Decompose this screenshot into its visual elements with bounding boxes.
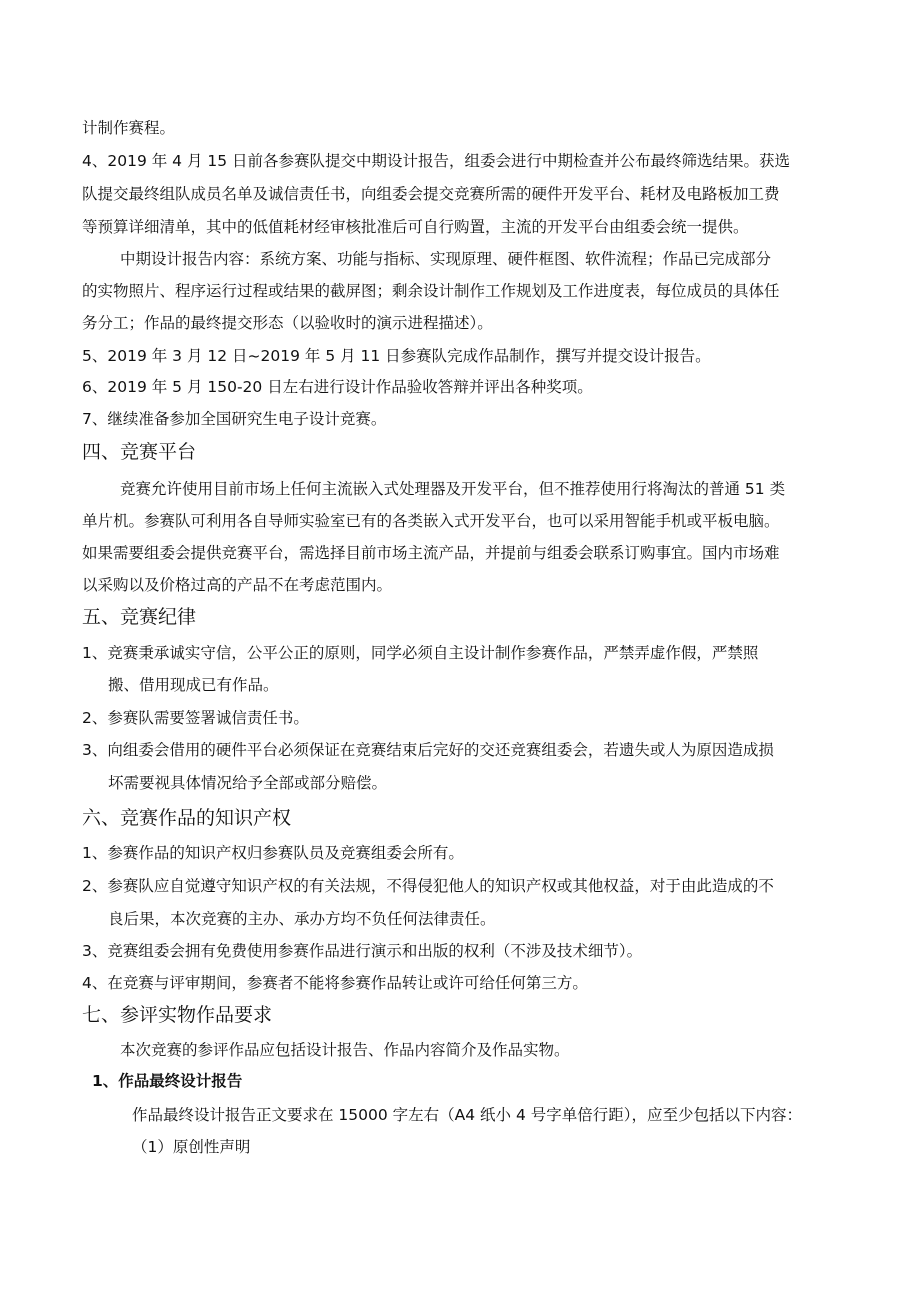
text-line: 良后果，本次竞赛的主办、承办方均不负任何法律责任。 [108, 910, 496, 928]
section-heading: 四、竞赛平台 [82, 441, 197, 463]
text-line: 本次竞赛的参评作品应包括设计报告、作品内容简介及作品实物。 [120, 1041, 570, 1059]
text-line: 中期设计报告内容：系统方案、功能与指标、实现原理、硬件框图、软件流程；作品已完成部分 [120, 250, 772, 268]
text-line: （1）原创性声明 [132, 1138, 251, 1156]
text-line: 务分工；作品的最终提交形态（以验收时的演示进程描述）。 [82, 314, 493, 332]
text-line: 等预算详细清单，其中的低值耗材经审核批准后可自行购置，主流的开发平台由组委会统一提供。 [82, 218, 749, 236]
text-line: 坏需要视具体情况给予全部或部分赔偿。 [108, 774, 388, 792]
text-line: 7、继续准备参加全国研究生电子设计竞赛。 [82, 410, 387, 428]
text-line: 6、2019 年 5 月 150-20 日左右进行设计作品验收答辩并评出各种奖项。 [82, 378, 593, 396]
text-line: 单片机。参赛队可利用各自导师实验室已有的各类嵌入式开发平台，也可以采用智能手机或平板电脑。 [82, 512, 780, 530]
text-line: 4、2019 年 4 月 15 日前各参赛队提交中期设计报告，组委会进行中期检查并公布最终筛选结果。获选 [82, 152, 791, 170]
section-heading: 七、参评实物作品要求 [82, 1004, 273, 1026]
text-line: 3、竞赛组委会拥有免费使用参赛作品进行演示和出版的权利（不涉及技术细节）。 [82, 942, 643, 960]
text-line: 搬、借用现成已有作品。 [108, 676, 279, 694]
text-line: 以采购以及价格过高的产品不在考虑范围内。 [82, 576, 393, 594]
text-line: 1、参赛作品的知识产权归参赛队员及竞赛组委会所有。 [82, 844, 464, 862]
text-line: 队提交最终组队成员名单及诚信责任书，向组委会提交竞赛所需的硬件开发平台、耗材及电路板加工费 [82, 185, 780, 203]
text-line: 5、2019 年 3 月 12 日~2019 年 5 月 11 日参赛队完成作品制作，撰写并提交设计报告。 [82, 347, 711, 365]
text-line: 计制作赛程。 [82, 119, 176, 137]
text-line: 竞赛允许使用目前市场上任何主流嵌入式处理器及开发平台，但不推荐使用行将淘汰的普通 51 类 [120, 480, 786, 498]
text-line: 3、向组委会借用的硬件平台必须保证在竞赛结束后完好的交还竞赛组委会，若遗失或人为原因造成损 [82, 741, 774, 759]
section-heading: 五、竞赛纪律 [82, 606, 197, 628]
subsection-heading: 1、作品最终设计报告 [92, 1072, 243, 1090]
text-line: 1、竞赛秉承诚实守信，公平公正的原则，同学必须自主设计制作参赛作品，严禁弄虚作假，严禁照 [82, 644, 759, 662]
text-line: 作品最终设计报告正文要求在 15000 字左右（A4 纸小 4 号字单倍行距），应至少包括以下内容： [132, 1106, 803, 1124]
text-line: 的实物照片、程序运行过程或结果的截屏图；剩余设计制作工作规划及工作进度表，每位成员的具体任 [82, 282, 780, 300]
section-heading: 六、竞赛作品的知识产权 [82, 807, 292, 829]
text-line: 4、在竞赛与评审期间，参赛者不能将参赛作品转让或许可给任何第三方。 [82, 974, 588, 992]
text-line: 2、参赛队需要签署诚信责任书。 [82, 709, 309, 727]
text-line: 如果需要组委会提供竞赛平台，需选择目前市场主流产品，并提前与组委会联系订购事宜。国内市场难 [82, 544, 780, 562]
text-line: 2、参赛队应自觉遵守知识产权的有关法规，不得侵犯他人的知识产权或其他权益，对于由此造成的不 [82, 877, 774, 895]
